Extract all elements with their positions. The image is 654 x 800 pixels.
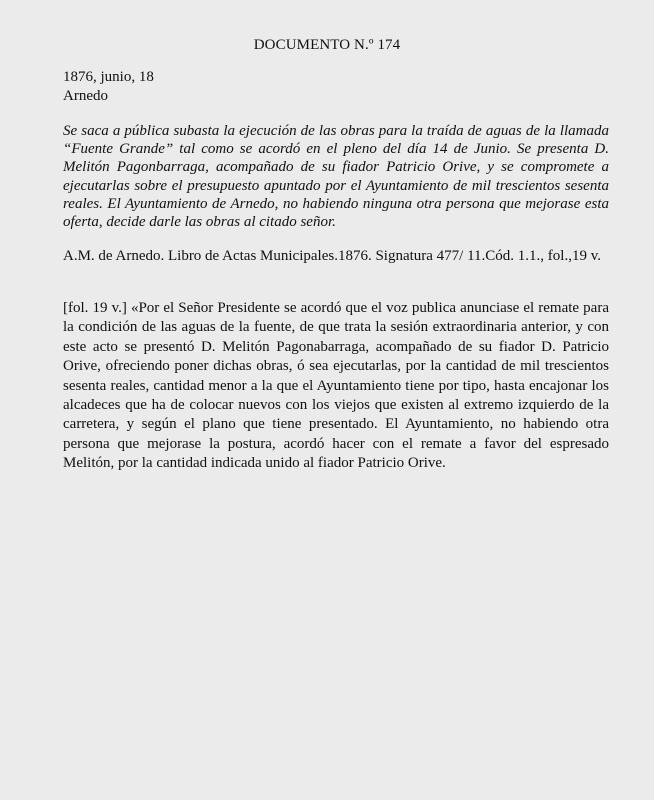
document-summary: Se saca a pública subasta la ejecución de las obras para la traída de aguas de la llamada “Fuente Grande” tal como se acordó en el pleno del día 14 de Junio. Se presenta D. Melitón Pagonbarraga, acompañado de su fiador Patricio Orive, y se compromete a ejecutarlas sobre el presupuesto apuntado por el Ayuntamiento de mil trescientos sesenta reales. El Ayuntamiento de Arnedo, no habiendo ninguna otra persona que mejorase esta oferta, decide darle las obras al citado señor. — [63, 123, 609, 231]
document-title: DOCUMENTO N.º 174 — [253, 37, 401, 53]
document-date: 1876, junio, 18 — [63, 69, 154, 85]
document-transcription: [fol. 19 v.] «Por el Señor Presidente se acordó que el voz publica anunciase el remate para la condición de las aguas de la fuente, de que trata la sesión extraordinaria anterior, y con este acto se presentó D. Melitón Pagonabarraga, acompañado de su fiador D. Patricio Orive, ofreciendo poner dichas obras, ó sea ejecutarlas, por la cantidad de mil trescientos sesenta reales, cantidad menor a la que el Ayuntamiento tiene por tipo, hasta encajonar los alcadeces que ha de colocar nuevos con los viejos que existen al extremo izquierdo de la carretera, y según el plano que tiene presentado. El Ayuntamiento, no habiendo otra persona que mejorase la postura, acordó hacer con el remate a favor del espresado Melitón, por la cantidad indicada unido al fiador Patricio Orive. — [63, 300, 609, 472]
date-place-block — [63, 68, 154, 106]
archival-reference: A.M. de Arnedo. Libro de Actas Municipales.1876. Signatura 477/ 11.Cód. 1.1., fol.,19 v. — [63, 248, 601, 264]
document-place: Arnedo — [63, 88, 108, 104]
